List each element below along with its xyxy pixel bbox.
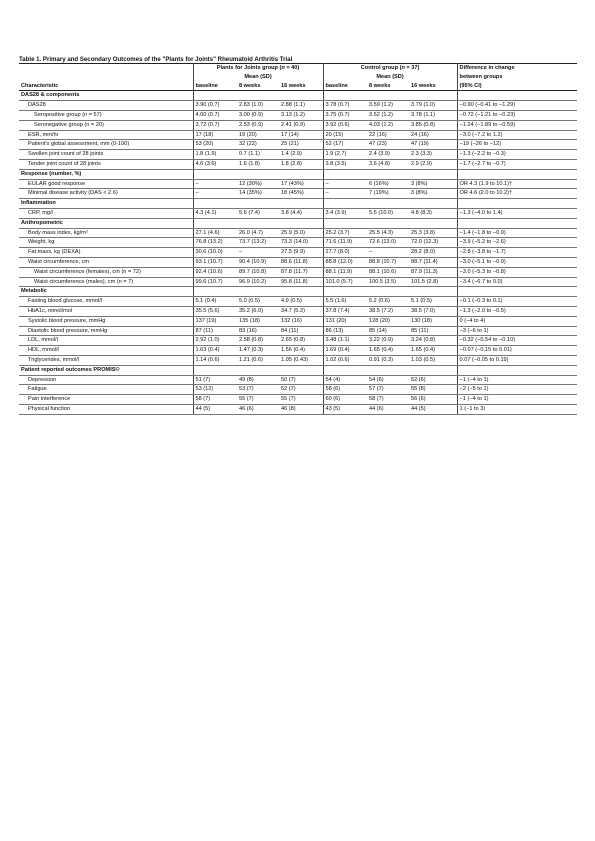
value-cell: 3.48 (1.1) bbox=[323, 336, 367, 346]
outcomes-table bbox=[19, 63, 577, 415]
row-label: Swollen joint count of 28 joints bbox=[19, 150, 193, 160]
value-cell: 34.7 (5.2) bbox=[279, 306, 323, 316]
value-cell: 3.72 (0.7) bbox=[193, 120, 237, 130]
value-cell: 71.6 (11.9) bbox=[323, 238, 367, 248]
value-cell: 38.5 (7.0) bbox=[409, 306, 457, 316]
value-cell: 7 (19%) bbox=[367, 189, 409, 199]
value-cell: 4.6 (3.6) bbox=[193, 159, 237, 169]
diff-cell: −3.0 (−7.2 to 1.2) bbox=[457, 130, 577, 140]
diff-cell: −1.7 (−2.7 to −0.7) bbox=[457, 159, 577, 169]
row-label: Pain interference bbox=[19, 395, 193, 405]
value-cell: 130 (18) bbox=[409, 316, 457, 326]
diff-cell: OR 4.3 (1.9 to 10.1)† bbox=[457, 179, 577, 189]
diff-cell: 0.07 (−0.05 to 0.19) bbox=[457, 355, 577, 365]
value-cell: 58 (7) bbox=[193, 395, 237, 405]
table-row bbox=[19, 385, 577, 395]
value-cell: 3.6 (4.8) bbox=[367, 159, 409, 169]
table-caption: Table 1. Primary and Secondary Outcomes of the "Plants for Joints" Rheumatoid Arthritis Trial bbox=[19, 56, 293, 63]
g1-baseline-header: baseline bbox=[193, 82, 237, 91]
value-cell: 5.0 (0.5) bbox=[237, 297, 279, 307]
row-label: DAS28 bbox=[19, 101, 193, 111]
row-label: Minimal disease activity (DAS < 2.6) bbox=[19, 189, 193, 199]
value-cell: 25 (21) bbox=[279, 140, 323, 150]
row-label: Diastolic blood pressure, mmHg bbox=[19, 326, 193, 336]
row-label: CRP, mg/l bbox=[19, 208, 193, 218]
value-cell: 90.4 (10.9) bbox=[237, 257, 279, 267]
value-cell: 2.9 (2.9) bbox=[409, 159, 457, 169]
value-cell: 99.6 (10.7) bbox=[193, 277, 237, 287]
value-cell: 3.79 (1.0) bbox=[409, 101, 457, 111]
table-row bbox=[19, 375, 577, 385]
diff-header-line3: (95% CI) bbox=[457, 82, 577, 91]
value-cell: 5.1 (0.5) bbox=[409, 297, 457, 307]
section-title: Anthropometric bbox=[19, 218, 193, 228]
value-cell: 3.90 (0.7) bbox=[193, 101, 237, 111]
diff-cell: 1 (−1 to 3) bbox=[457, 404, 577, 414]
value-cell: 135 (18) bbox=[237, 316, 279, 326]
value-cell: 25.9 (5.0) bbox=[279, 228, 323, 238]
value-cell: 2.83 (1.0) bbox=[237, 101, 279, 111]
value-cell: 95.8 (11.8) bbox=[279, 277, 323, 287]
value-cell: 3.85 (0.8) bbox=[409, 120, 457, 130]
value-cell: 53 (20) bbox=[193, 140, 237, 150]
value-cell: 55 (8) bbox=[409, 385, 457, 395]
value-cell: 1.03 (0.5) bbox=[409, 355, 457, 365]
diff-header-line2: between groups bbox=[457, 73, 577, 82]
value-cell: 2.92 (1.0) bbox=[193, 336, 237, 346]
value-cell: 4.03 (1.2) bbox=[367, 120, 409, 130]
row-label: Body mass index, kg/m² bbox=[19, 228, 193, 238]
value-cell: 3.4 (3.9) bbox=[323, 208, 367, 218]
characteristic-header: Characteristic bbox=[21, 82, 59, 89]
g2-8w-header: 8 weeks bbox=[369, 82, 391, 89]
value-cell: 5.2 (0.6) bbox=[367, 297, 409, 307]
group2-header: Control group (n = 37) bbox=[323, 64, 457, 73]
table-row bbox=[19, 150, 577, 160]
value-cell: 96.9 (10.2) bbox=[237, 277, 279, 287]
value-cell: 73.7 (13.2) bbox=[237, 238, 279, 248]
value-cell: 101.5 (2.8) bbox=[409, 277, 457, 287]
section-title: Response (number, %) bbox=[19, 169, 193, 179]
value-cell: 88.1 (11.9) bbox=[323, 267, 367, 277]
value-cell: 92.4 (10.6) bbox=[193, 267, 237, 277]
value-cell: 30.6 (10.0) bbox=[193, 248, 237, 258]
value-cell: 55 (7) bbox=[237, 395, 279, 405]
value-cell: – bbox=[323, 189, 367, 199]
value-cell: 1.21 (0.6) bbox=[237, 355, 279, 365]
value-cell: – bbox=[193, 179, 237, 189]
value-cell: 3.24 (0.8) bbox=[409, 336, 457, 346]
table-row bbox=[19, 120, 577, 130]
value-cell: 55 (7) bbox=[279, 395, 323, 405]
value-cell: 3 (8%) bbox=[409, 179, 457, 189]
value-cell: 58 (6) bbox=[323, 385, 367, 395]
value-cell: 1.02 (0.6) bbox=[323, 355, 367, 365]
value-cell: 0.7 (1.1) bbox=[237, 150, 279, 160]
value-cell: 1.47 (0.3) bbox=[237, 346, 279, 356]
table-row bbox=[19, 208, 577, 218]
group1-mean-sd: Mean (SD) bbox=[193, 73, 323, 82]
value-cell: 5.5 (1.6) bbox=[323, 297, 367, 307]
diff-cell: −0.1 (−0.3 to 0.1) bbox=[457, 297, 577, 307]
value-cell: 27.5 (9.9) bbox=[279, 248, 323, 258]
table-row bbox=[19, 395, 577, 405]
table-row bbox=[19, 189, 577, 199]
section-header-row bbox=[19, 218, 577, 228]
value-cell: 1.05 (0.43) bbox=[279, 355, 323, 365]
value-cell: 17 (14) bbox=[279, 130, 323, 140]
diff-cell: −19 (−26 to −12) bbox=[457, 140, 577, 150]
value-cell: 100.5 (3.5) bbox=[367, 277, 409, 287]
value-cell: 1.69 (0.4) bbox=[323, 346, 367, 356]
value-cell: 5.6 (7.4) bbox=[237, 208, 279, 218]
value-cell: 53 (12) bbox=[193, 385, 237, 395]
diff-cell: −1.24 (−1.89 to −0.59) bbox=[457, 120, 577, 130]
row-label: Physical function bbox=[19, 404, 193, 414]
table-row bbox=[19, 326, 577, 336]
value-cell: 25.5 (4.3) bbox=[367, 228, 409, 238]
value-cell: 2.58 (0.8) bbox=[237, 336, 279, 346]
value-cell: 101.0 (5.7) bbox=[323, 277, 367, 287]
value-cell: 131 (20) bbox=[323, 316, 367, 326]
table-row bbox=[19, 297, 577, 307]
value-cell: 44 (5) bbox=[409, 404, 457, 414]
value-cell: 43 (5) bbox=[323, 404, 367, 414]
value-cell: 1.8 (2.8) bbox=[279, 159, 323, 169]
value-cell: 28.2 (8.0) bbox=[409, 248, 457, 258]
table-row bbox=[19, 238, 577, 248]
value-cell: 5.5 (10.0) bbox=[367, 208, 409, 218]
value-cell: 88.8 (10.7) bbox=[367, 257, 409, 267]
value-cell: 137 (19) bbox=[193, 316, 237, 326]
row-label: Waist circumference (females), cm (n = 72) bbox=[19, 267, 193, 277]
row-label: Patient's global assessment, mm (0-100) bbox=[19, 140, 193, 150]
table-row bbox=[19, 306, 577, 316]
row-label: ESR, mm/hr bbox=[19, 130, 193, 140]
value-cell: 3.59 (1.2) bbox=[367, 101, 409, 111]
row-label: HbA1c, mmol/mol bbox=[19, 306, 193, 316]
table-row bbox=[19, 179, 577, 189]
value-cell: – bbox=[237, 248, 279, 258]
table-row bbox=[19, 277, 577, 287]
value-cell: 18 (45%) bbox=[279, 189, 323, 199]
value-cell: 76.8 (13.2) bbox=[193, 238, 237, 248]
value-cell: 1.65 (0.4) bbox=[367, 346, 409, 356]
diff-cell: −0.07 (−0.15 to 0.01) bbox=[457, 346, 577, 356]
value-cell: 3.00 (0.9) bbox=[237, 110, 279, 120]
value-cell: 52 (17) bbox=[323, 140, 367, 150]
value-cell: 60 (6) bbox=[323, 395, 367, 405]
row-label: Depression bbox=[19, 375, 193, 385]
value-cell: 1.9 (2.7) bbox=[323, 150, 367, 160]
row-label: Systolic blood pressure, mmHg bbox=[19, 316, 193, 326]
row-label: Tender joint count of 28 joints bbox=[19, 159, 193, 169]
value-cell: – bbox=[193, 189, 237, 199]
value-cell: 1.65 (0.4) bbox=[409, 346, 457, 356]
value-cell: 54 (4) bbox=[323, 375, 367, 385]
value-cell: – bbox=[367, 248, 409, 258]
section-title: Inflammation bbox=[19, 199, 193, 209]
section-header-row bbox=[19, 287, 577, 297]
value-cell: 73.3 (14.0) bbox=[279, 238, 323, 248]
table-row bbox=[19, 336, 577, 346]
table-row bbox=[19, 346, 577, 356]
value-cell: 85 (14) bbox=[367, 326, 409, 336]
value-cell: 89.7 (10.8) bbox=[237, 267, 279, 277]
value-cell: 3.78 (0.7) bbox=[323, 101, 367, 111]
value-cell: 1.6 (1.8) bbox=[237, 159, 279, 169]
value-cell: 17 (18) bbox=[193, 130, 237, 140]
table-row bbox=[19, 110, 577, 120]
diff-cell: OR 4.6 (2.0 to 10.2)† bbox=[457, 189, 577, 199]
value-cell: 22 (16) bbox=[367, 130, 409, 140]
section-header-row bbox=[19, 91, 577, 101]
table-row bbox=[19, 140, 577, 150]
diff-cell: −3.0 (−5.3 to −0.8) bbox=[457, 267, 577, 277]
row-label: LDL, mmol/l bbox=[19, 336, 193, 346]
table-row bbox=[19, 248, 577, 258]
section-header-row bbox=[19, 199, 577, 209]
value-cell: 20 (15) bbox=[323, 130, 367, 140]
value-cell: 47 (19) bbox=[409, 140, 457, 150]
value-cell: 51 (7) bbox=[193, 375, 237, 385]
value-cell: 2.41 (0.9) bbox=[279, 120, 323, 130]
table-row bbox=[19, 316, 577, 326]
value-cell: 52 (6) bbox=[409, 375, 457, 385]
value-cell: 35.2 (6.0) bbox=[237, 306, 279, 316]
value-cell: 3.52 (1.2) bbox=[367, 110, 409, 120]
value-cell: 26.0 (4.7) bbox=[237, 228, 279, 238]
row-label: Fasting blood glucose, mmol/l bbox=[19, 297, 193, 307]
table-row bbox=[19, 257, 577, 267]
value-cell: 2.88 (1.1) bbox=[279, 101, 323, 111]
value-cell: 87.8 (11.7) bbox=[279, 267, 323, 277]
value-cell: 19 (20) bbox=[237, 130, 279, 140]
diff-cell: −1.3 (−2.2 to −0.3) bbox=[457, 150, 577, 160]
value-cell: 4.3 (4.1) bbox=[193, 208, 237, 218]
header-empty bbox=[19, 64, 193, 73]
value-cell: 88.1 (10.6) bbox=[367, 267, 409, 277]
value-cell: 27.1 (4.6) bbox=[193, 228, 237, 238]
value-cell: 35.5 (5.6) bbox=[193, 306, 237, 316]
value-cell: 1.4 (2.9) bbox=[279, 150, 323, 160]
value-cell: 86 (13) bbox=[323, 326, 367, 336]
value-cell: 3.13 (1.2) bbox=[279, 110, 323, 120]
value-cell: 6 (16%) bbox=[367, 179, 409, 189]
value-cell: 132 (16) bbox=[279, 316, 323, 326]
value-cell: 2.4 (3.9) bbox=[367, 150, 409, 160]
table-row bbox=[19, 159, 577, 169]
section-header-row bbox=[19, 169, 577, 179]
value-cell: 14 (35%) bbox=[237, 189, 279, 199]
value-cell: 93.1 (10.7) bbox=[193, 257, 237, 267]
row-label: Triglycerides, mmol/l bbox=[19, 355, 193, 365]
value-cell: 87 (11) bbox=[193, 326, 237, 336]
g1-16w-header: 16 weeks bbox=[281, 82, 306, 89]
value-cell: 44 (6) bbox=[367, 404, 409, 414]
value-cell: 46 (8) bbox=[279, 404, 323, 414]
value-cell: 24 (16) bbox=[409, 130, 457, 140]
section-title: Patient reported outcomes PROMIS© bbox=[19, 365, 193, 375]
row-label: Weight, kg bbox=[19, 238, 193, 248]
value-cell: 84 (11) bbox=[279, 326, 323, 336]
section-title: Metabolic bbox=[19, 287, 193, 297]
value-cell: – bbox=[323, 179, 367, 189]
value-cell: 2.65 (0.8) bbox=[279, 336, 323, 346]
table-row bbox=[19, 130, 577, 140]
value-cell: 4.9 (0.5) bbox=[279, 297, 323, 307]
value-cell: 32 (22) bbox=[237, 140, 279, 150]
value-cell: 3.78 (1.1) bbox=[409, 110, 457, 120]
value-cell: 12 (30%) bbox=[237, 179, 279, 189]
value-cell: 3.22 (0.9) bbox=[367, 336, 409, 346]
group2-mean-sd: Mean (SD) bbox=[323, 73, 457, 82]
row-label: Seronegative group (n = 20) bbox=[19, 120, 193, 130]
diff-cell: −0.72 (−1.21 to −0.23) bbox=[457, 110, 577, 120]
value-cell: 25.2 (3.7) bbox=[323, 228, 367, 238]
value-cell: 54 (6) bbox=[367, 375, 409, 385]
value-cell: 57 (7) bbox=[367, 385, 409, 395]
value-cell: 1.14 (0.6) bbox=[193, 355, 237, 365]
value-cell: 3 (8%) bbox=[409, 189, 457, 199]
section-title: DAS28 & components bbox=[19, 91, 193, 101]
value-cell: 52 (7) bbox=[279, 385, 323, 395]
value-cell: 3.8 (3.5) bbox=[323, 159, 367, 169]
value-cell: 53 (7) bbox=[237, 385, 279, 395]
diff-cell: −1.3 (−2.0 to −0.5) bbox=[457, 306, 577, 316]
diff-cell: −0.90 (−0.41 to −1.29) bbox=[457, 101, 577, 111]
value-cell: 2.53 (0.9) bbox=[237, 120, 279, 130]
g2-16w-header: 16 weeks bbox=[411, 82, 436, 89]
diff-cell: −1 (−4 to 1) bbox=[457, 375, 577, 385]
value-cell: 49 (8) bbox=[237, 375, 279, 385]
value-cell: 4.00 (0.7) bbox=[193, 110, 237, 120]
table-body bbox=[19, 91, 577, 414]
value-cell: 3.8 (4.4) bbox=[279, 208, 323, 218]
value-cell: 27.7 (8.0) bbox=[323, 248, 367, 258]
value-cell: 0.91 (0.3) bbox=[367, 355, 409, 365]
diff-cell: −3.0 (−5.1 to −0.9) bbox=[457, 257, 577, 267]
diff-cell: −1 (−4 to 1) bbox=[457, 395, 577, 405]
value-cell: 25.3 (3.8) bbox=[409, 228, 457, 238]
value-cell: 1.63 (0.4) bbox=[193, 346, 237, 356]
row-label: Fat mass, kg (DEXA) bbox=[19, 248, 193, 258]
table-row bbox=[19, 267, 577, 277]
value-cell: 5.1 (0.4) bbox=[193, 297, 237, 307]
g1-8w-header: 8 weeks bbox=[239, 82, 261, 89]
row-label: HDL, mmol/l bbox=[19, 346, 193, 356]
value-cell: 58 (7) bbox=[367, 395, 409, 405]
group1-header: Plants for Joints group (n = 40) bbox=[193, 64, 323, 73]
value-cell: 85 (11) bbox=[409, 326, 457, 336]
value-cell: 56 (6) bbox=[409, 395, 457, 405]
value-cell: 3.92 (0.6) bbox=[323, 120, 367, 130]
diff-header-line1: Difference in change bbox=[457, 64, 577, 73]
row-label: Seropositive group (n = 57) bbox=[19, 110, 193, 120]
row-label: Waist circumference (males), cm (n = 7) bbox=[19, 277, 193, 287]
diff-cell: −1.4 (−1.8 to −0.9) bbox=[457, 228, 577, 238]
table-row bbox=[19, 404, 577, 414]
row-label: Fatigue bbox=[19, 385, 193, 395]
value-cell: 2.3 (3.3) bbox=[409, 150, 457, 160]
row-label: EULAR good response bbox=[19, 179, 193, 189]
value-cell: 88.7 (11.4) bbox=[409, 257, 457, 267]
diff-cell: 0 (−4 to 4) bbox=[457, 316, 577, 326]
value-cell: 44 (5) bbox=[193, 404, 237, 414]
value-cell: 72.6 (13.0) bbox=[367, 238, 409, 248]
value-cell: 72.0 (12.3) bbox=[409, 238, 457, 248]
g2-baseline-header: baseline bbox=[323, 82, 367, 91]
table-row bbox=[19, 355, 577, 365]
value-cell: 83 (16) bbox=[237, 326, 279, 336]
value-cell: 3.75 (0.7) bbox=[323, 110, 367, 120]
value-cell: 50 (7) bbox=[279, 375, 323, 385]
row-label: Waist circumference, cm bbox=[19, 257, 193, 267]
value-cell: 37.8 (7.4) bbox=[323, 306, 367, 316]
value-cell: 47 (23) bbox=[367, 140, 409, 150]
diff-cell: −3.9 (−5.2 to −2.6) bbox=[457, 238, 577, 248]
value-cell: 46 (6) bbox=[237, 404, 279, 414]
table-row bbox=[19, 228, 577, 238]
value-cell: 17 (43%) bbox=[279, 179, 323, 189]
diff-cell: −2.8 (−3.8 to −1.7) bbox=[457, 248, 577, 258]
table-row bbox=[19, 101, 577, 111]
diff-cell: −0.32 (−0.54 to −0.10) bbox=[457, 336, 577, 346]
value-cell: 1.56 (0.4) bbox=[279, 346, 323, 356]
value-cell: 128 (20) bbox=[367, 316, 409, 326]
value-cell: 1.8 (1.9) bbox=[193, 150, 237, 160]
diff-cell: −1.3 (−4.0 to 1.4) bbox=[457, 208, 577, 218]
diff-cell: −2 (−5 to 1) bbox=[457, 385, 577, 395]
section-header-row bbox=[19, 365, 577, 375]
diff-cell: −3 (−6 to 1) bbox=[457, 326, 577, 336]
value-cell: 88.6 (11.8) bbox=[279, 257, 323, 267]
value-cell: 88.8 (12.0) bbox=[323, 257, 367, 267]
value-cell: 87.9 (11.3) bbox=[409, 267, 457, 277]
diff-cell: −3.4 (−6.7 to 0.0) bbox=[457, 277, 577, 287]
value-cell: 38.5 (7.2) bbox=[367, 306, 409, 316]
value-cell: 4.8 (8.3) bbox=[409, 208, 457, 218]
